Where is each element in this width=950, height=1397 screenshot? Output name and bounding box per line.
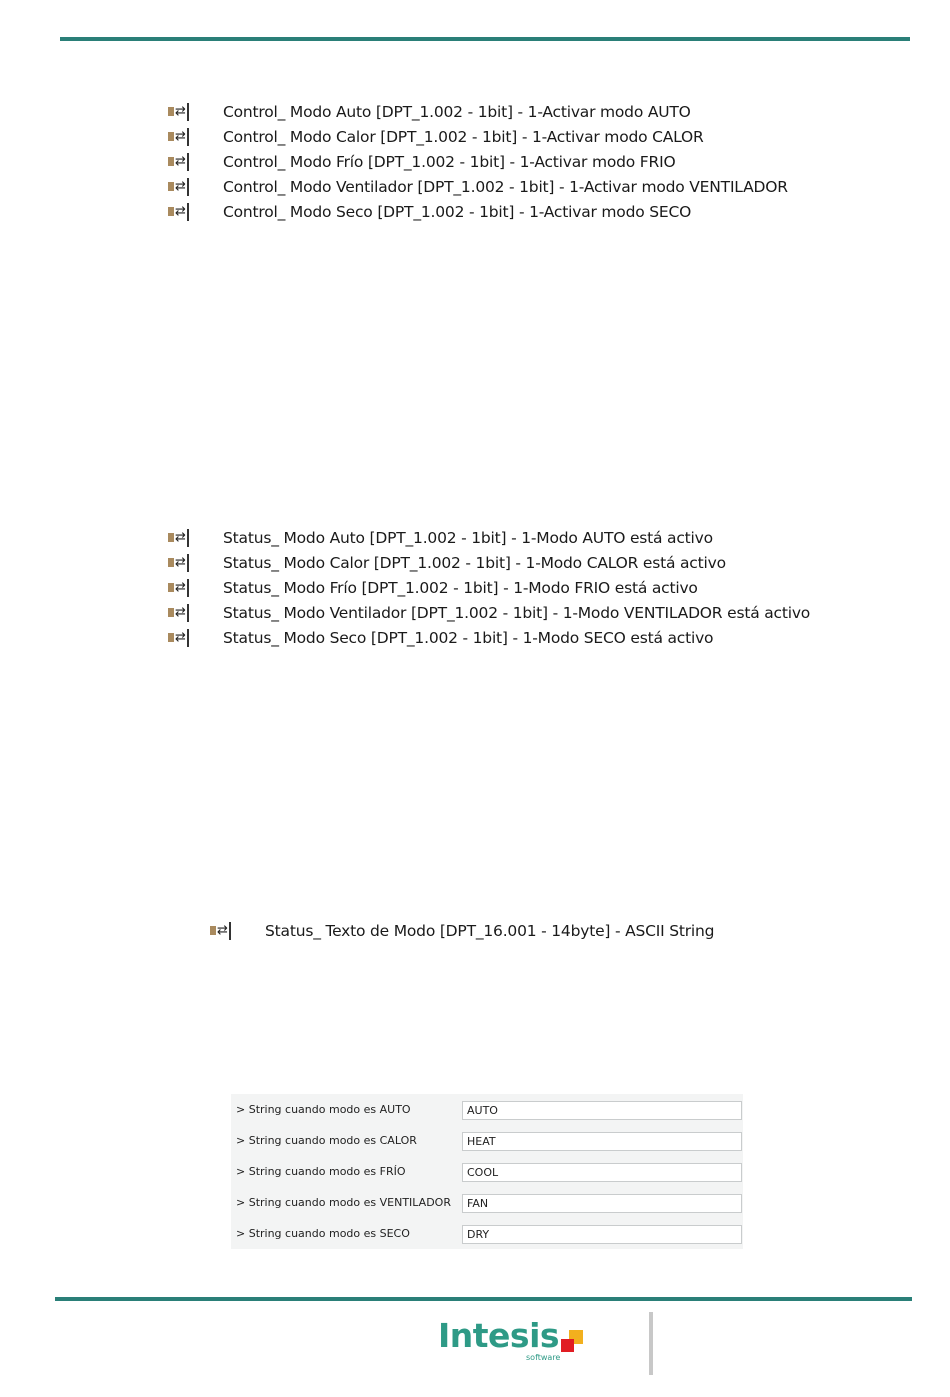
object-label: Status_ Modo Auto [DPT_1.002 - 1bit] - 1-Modo AUTO está activo bbox=[223, 528, 713, 547]
logo-wordmark: Intesis bbox=[438, 1316, 560, 1355]
object-label: Control_ Modo Ventilador [DPT_1.002 - 1bit] - 1-Activar modo VENTILADOR bbox=[223, 177, 788, 196]
object-label: Status_ Modo Frío [DPT_1.002 - 1bit] - 1-Modo FRIO está activo bbox=[223, 578, 698, 597]
communication-object-row bbox=[166, 124, 788, 149]
object-label: Control_ Modo Calor [DPT_1.002 - 1bit] - 1-Activar modo CALOR bbox=[223, 127, 704, 146]
parameter-label: > String cuando modo es AUTO bbox=[236, 1103, 411, 1116]
mode-string-parameters bbox=[231, 1094, 743, 1249]
communication-object-icon: ⇄ bbox=[166, 578, 190, 598]
object-label: Status_ Modo Calor [DPT_1.002 - 1bit] - 1-Modo CALOR está activo bbox=[223, 553, 726, 572]
object-label: Status_ Modo Seco [DPT_1.002 - 1bit] - 1-Modo SECO está activo bbox=[223, 628, 714, 647]
communication-object-icon: ⇄ bbox=[166, 127, 190, 147]
communication-object-row bbox=[166, 625, 810, 650]
parameter-label: > String cuando modo es CALOR bbox=[236, 1134, 417, 1147]
parameter-row bbox=[231, 1187, 743, 1218]
fan-string-input[interactable] bbox=[462, 1194, 742, 1213]
communication-object-icon: ⇄ bbox=[208, 921, 232, 941]
communication-object-row bbox=[166, 99, 788, 124]
auto-string-input[interactable] bbox=[462, 1101, 742, 1120]
communication-object-icon: ⇄ bbox=[166, 553, 190, 573]
parameter-row bbox=[231, 1218, 743, 1249]
parameter-label: > String cuando modo es FRÍO bbox=[236, 1165, 406, 1178]
communication-object-row bbox=[166, 174, 788, 199]
footer-rule bbox=[55, 1297, 912, 1301]
communication-object-row bbox=[166, 199, 788, 224]
object-label: Control_ Modo Seco [DPT_1.002 - 1bit] - 1-Activar modo SECO bbox=[223, 202, 692, 221]
control-object-list bbox=[166, 99, 788, 224]
communication-object-icon: ⇄ bbox=[166, 152, 190, 172]
object-label: Control_ Modo Frío [DPT_1.002 - 1bit] - 1-Activar modo FRIO bbox=[223, 152, 676, 171]
status-object-list bbox=[166, 525, 810, 650]
communication-object-icon: ⇄ bbox=[166, 603, 190, 623]
heat-string-input[interactable] bbox=[462, 1132, 742, 1151]
cool-string-input[interactable] bbox=[462, 1163, 742, 1182]
object-label: Control_ Modo Auto [DPT_1.002 - 1bit] - 1-Activar modo AUTO bbox=[223, 102, 691, 121]
communication-object-row bbox=[166, 525, 810, 550]
communication-object-icon: ⇄ bbox=[166, 528, 190, 548]
dry-string-input[interactable] bbox=[462, 1225, 742, 1244]
parameter-row bbox=[231, 1094, 743, 1125]
communication-object-icon: ⇄ bbox=[166, 102, 190, 122]
parameter-row bbox=[231, 1125, 743, 1156]
communication-object-row bbox=[166, 575, 810, 600]
parameter-row bbox=[231, 1156, 743, 1187]
communication-object-row bbox=[166, 149, 788, 174]
communication-object-icon: ⇄ bbox=[166, 202, 190, 222]
logo-mark-icon bbox=[561, 1330, 585, 1360]
object-label: Status_ Texto de Modo [DPT_16.001 - 14byte] - ASCII String bbox=[265, 921, 715, 940]
communication-object-icon: ⇄ bbox=[166, 628, 190, 648]
communication-object-row bbox=[166, 600, 810, 625]
parameter-label: > String cuando modo es VENTILADOR bbox=[236, 1196, 451, 1209]
footer-divider bbox=[649, 1312, 653, 1375]
header-rule bbox=[60, 37, 910, 41]
parameter-label: > String cuando modo es SECO bbox=[236, 1227, 410, 1240]
text-object-list bbox=[208, 918, 714, 943]
communication-object-icon: ⇄ bbox=[166, 177, 190, 197]
communication-object-row bbox=[208, 918, 714, 943]
logo-subtext: software bbox=[526, 1353, 561, 1362]
object-label: Status_ Modo Ventilador [DPT_1.002 - 1bit] - 1-Modo VENTILADOR está activo bbox=[223, 603, 811, 622]
intesis-logo bbox=[438, 1318, 585, 1360]
communication-object-row bbox=[166, 550, 810, 575]
